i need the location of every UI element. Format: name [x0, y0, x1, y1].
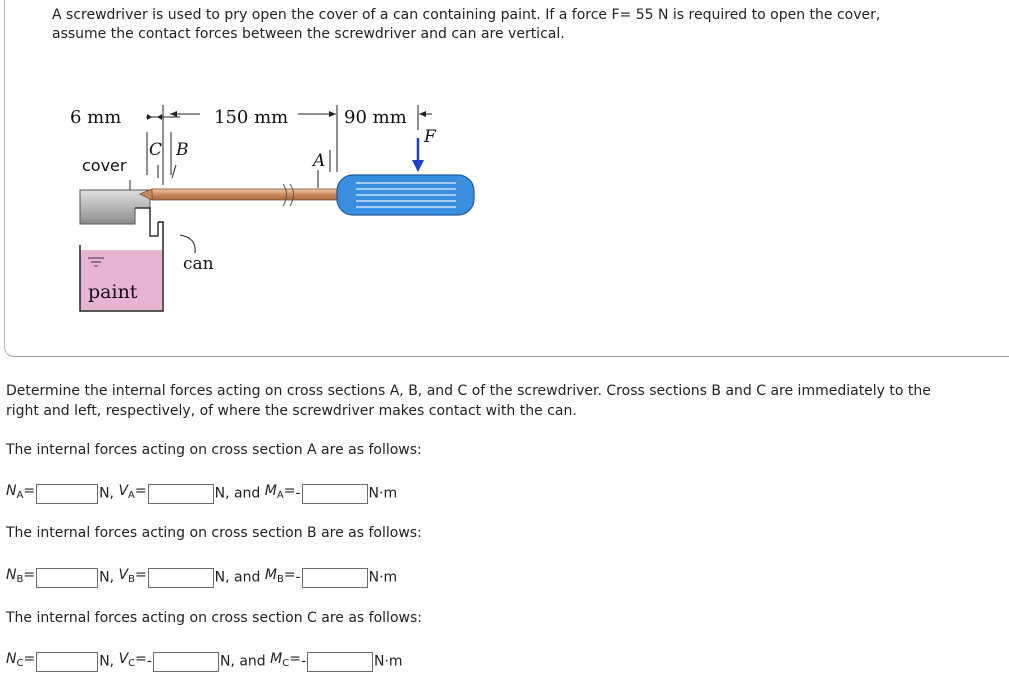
label-B: B [176, 140, 189, 160]
dim-90mm-label: 90 mm [344, 107, 407, 128]
question-text [6, 381, 931, 421]
unit-NC: N, [99, 653, 115, 670]
label-paint: paint [88, 281, 138, 303]
section-A-answer-row [6, 480, 397, 502]
unit-VB: N, and [214, 569, 261, 586]
question-line-2: right and left, respectively, of where the screwdriver makes contact with the can. [6, 403, 577, 419]
sign-MC: - [300, 653, 306, 670]
question-line-1: Determine the internal forces acting on cross sections A, B, and C of the screwdriver. Cross sections B and C are immediately to the [6, 383, 931, 399]
label-F: F [424, 127, 436, 147]
section-B-intro: The internal forces acting on cross section B are as follows: [6, 525, 422, 541]
section-C-answer-row [6, 648, 403, 670]
label-MC: $M_C=$ [270, 651, 301, 669]
input-NB[interactable] [36, 568, 98, 588]
sign-MA: - [295, 485, 301, 502]
label-NC: $N_C=$ [6, 651, 36, 669]
input-MA[interactable] [302, 484, 368, 504]
label-NA: $N_A=$ [6, 483, 36, 501]
label-VC: $V_C=$ [118, 651, 147, 669]
input-VC[interactable] [153, 652, 219, 672]
unit-NA: N, [99, 485, 114, 502]
label-VB: $V_B=$ [118, 567, 147, 585]
unit-MC: N·m [374, 653, 403, 670]
label-MB: $M_B=$ [264, 567, 296, 585]
section-B-answer-row [6, 564, 397, 586]
cover-lip [135, 208, 158, 236]
unit-VA: N, and [214, 485, 261, 502]
input-VA[interactable] [148, 484, 214, 504]
label-MA: $M_A=$ [264, 483, 296, 501]
label-cover: cover [82, 156, 127, 175]
input-MC[interactable] [307, 652, 373, 672]
unit-NB: N, [99, 569, 115, 586]
section-A-intro: The internal forces acting on cross section A are as follows: [6, 442, 422, 458]
unit-MB: N·m [368, 569, 398, 586]
input-NA[interactable] [36, 484, 98, 504]
label-A: A [313, 151, 326, 171]
label-can: can [183, 254, 214, 274]
cover-shape [80, 190, 150, 224]
unit-MA: N·m [368, 485, 398, 502]
input-NC[interactable] [36, 652, 98, 672]
label-VA: $V_A=$ [118, 483, 147, 501]
label-C: C [149, 140, 163, 160]
problem-line-2: assume the contact forces between the screwdriver and can are vertical. [52, 26, 565, 42]
section-C-intro: The internal forces acting on cross section C are as follows: [6, 610, 422, 626]
input-VB[interactable] [148, 568, 214, 588]
dim-6mm-label: 6 mm [70, 107, 122, 128]
screwdriver-shaft [152, 189, 337, 200]
sign-MB: - [295, 569, 301, 586]
sign-VC: - [146, 653, 152, 670]
problem-line-1: A screwdriver is used to pry open the cover of a can containing paint. If a force F= 55 N is required to open the cover, [52, 7, 881, 23]
input-MB[interactable] [302, 568, 368, 588]
dim-150mm-label: 150 mm [214, 107, 289, 128]
unit-VC: N, and [219, 653, 266, 670]
label-NB: $N_B=$ [6, 567, 36, 585]
